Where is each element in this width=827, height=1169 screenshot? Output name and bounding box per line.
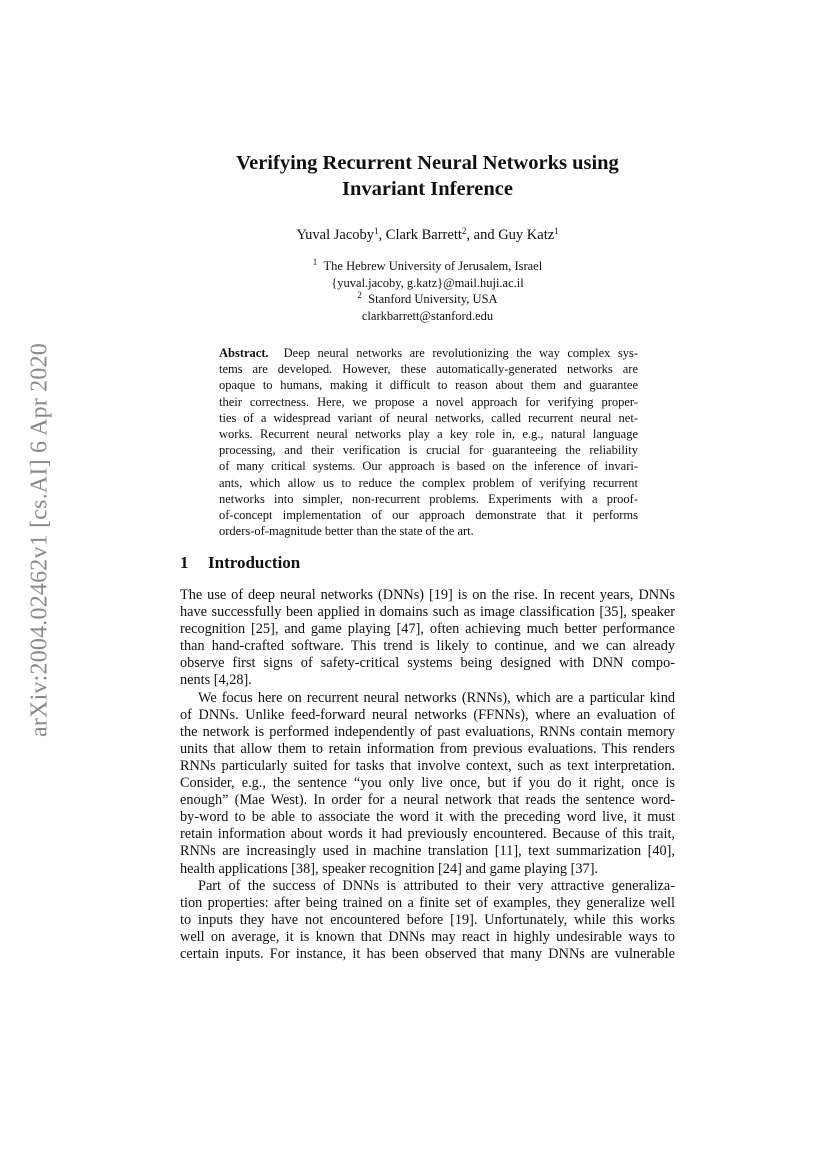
author-affil-mark: 2 — [461, 226, 467, 236]
body-line: retain information about words it had previously encountered. Because of this trait, — [180, 826, 675, 843]
body-line: enough” (Mae West). In order for a neural network that reads the sentence word- — [180, 792, 675, 809]
body-line: The use of deep neural networks (DNNs) [19] is on the rise. In recent years, DNNs — [180, 587, 675, 603]
abstract-line: orders-of-magnitude better than the state of the art. — [219, 524, 474, 539]
affiliations — [150, 258, 705, 324]
title-line-1: Verifying Recurrent Neural Networks using — [236, 152, 619, 174]
abstract-line: their correctness. Here, we propose a novel approach for verifying proper- — [219, 394, 638, 409]
body-line: observe first signs of safety-critical systems being designed with DNN compo- — [180, 655, 675, 672]
body-line: well on average, it is known that DNNs may react in highly undesirable ways to — [180, 928, 675, 945]
affil-mark: 2 — [357, 290, 362, 300]
abstract-line: processing, and their verification is crucial for guaranteeing the reliability — [219, 443, 638, 458]
affiliation-email: {yuval.jacoby, g.katz}@mail.huji.ac.il — [331, 275, 524, 290]
author-separator: , and — [466, 227, 499, 243]
affiliation-email: clarkbarrett@stanford.edu — [361, 308, 494, 323]
abstract-line: ants, which allow us to reduce the complex problem of verifying recurrent — [219, 475, 638, 490]
abstract-line: networks into simpler, non-recurrent problems. Experiments with a proof- — [219, 491, 638, 506]
affil-mark: 1 — [312, 257, 318, 267]
body-line: recognition [25], and game playing [47], often achieving much better performance — [180, 621, 675, 638]
abstract — [219, 345, 638, 539]
body-line: to inputs they have not encountered before [19]. Unfortunately, while this works — [180, 911, 675, 928]
body-line: We focus here on recurrent neural networks (RNNs), which are a particular kind — [198, 689, 675, 706]
body-line: by-word to be able to associate the word it with the preceding word live, it must — [180, 809, 675, 826]
author-name: Clark Barrett — [385, 227, 462, 243]
body-line: have successfully been applied in domains such as image classification [35], speaker — [180, 604, 675, 621]
body-line: the network is performed independently of past evaluations, RNNs contain memory — [180, 723, 675, 740]
abstract-line: of many critical systems. Our approach is based on the inference of invari- — [219, 459, 638, 474]
title-line-2: Invariant Inference — [341, 178, 513, 200]
affiliation-name: Stanford University, USA — [368, 292, 498, 306]
arxiv-id: arXiv:2004.02462v1 [cs.AI] 6 Apr 2020 — [26, 342, 53, 738]
author-name: Yuval Jacoby — [296, 227, 375, 243]
paragraph-2 — [180, 690, 675, 878]
author-name: Guy Katz — [498, 227, 555, 243]
affiliation-2 — [150, 291, 705, 308]
body-line: of DNNs. Unlike feed-forward neural networks (FFNNs), where an evaluation of — [180, 706, 675, 723]
abstract-line: of-concept implementation of our approach demonstrate that it performs — [219, 508, 638, 523]
paragraph-1 — [180, 587, 675, 690]
body-line: certain inputs. For instance, it has been observed that many DNNs are vulnerable — [180, 945, 675, 962]
affiliation-1 — [150, 258, 705, 275]
body-line: tion properties: after being trained on a finite set of examples, they generalize well — [180, 894, 675, 911]
author-separator: , — [378, 227, 386, 243]
affiliation-name: The Hebrew University of Jerusalem, Israel — [323, 259, 543, 273]
abstract-line: ties of a widespread variant of neural networks, called recurrent neural net- — [219, 410, 638, 425]
section-heading — [180, 553, 300, 573]
body-text — [180, 587, 675, 963]
abstract-line: tems are developed. However, these automatically-generated networks are — [219, 362, 638, 377]
author-list — [150, 227, 705, 244]
abstract-line: works. Recurrent neural networks play a key role in, e.g., natural language — [219, 427, 638, 442]
abstract-line: Abstract. Deep neural networks are revolutionizing the way complex sys- — [219, 346, 639, 360]
body-line: Consider, e.g., the sentence “you only live once, but if you do it right, once is — [180, 775, 675, 792]
arxiv-sidebar-stamp — [18, 342, 62, 738]
author-affil-mark: 1 — [554, 226, 559, 236]
body-line: RNNs are increasingly used in machine translation [11], text summarization [40], — [180, 843, 675, 860]
body-line: nents [4,28]. — [180, 672, 252, 689]
body-line: health applications [38], speaker recognition [24] and game playing [37]. — [180, 860, 599, 877]
body-line: units that allow them to retain information from previous evaluations. This renders — [180, 740, 675, 757]
author-affil-mark: 1 — [374, 226, 379, 236]
body-line: than hand-crafted software. This trend is likely to continue, and we can already — [180, 638, 675, 655]
section-number: 1 — [180, 553, 189, 572]
section-title: Introduction — [208, 553, 301, 572]
body-line: RNNs particularly suited for tasks that involve context, such as text interpretation. — [180, 757, 675, 774]
paragraph-3 — [180, 878, 675, 963]
paper-title — [150, 150, 705, 202]
abstract-label: Abstract. — [219, 346, 269, 360]
abstract-line: opaque to humans, making it difficult to reason about them and guarantee — [219, 378, 638, 393]
body-line: Part of the success of DNNs is attributed to their very attractive generaliza- — [198, 877, 675, 894]
